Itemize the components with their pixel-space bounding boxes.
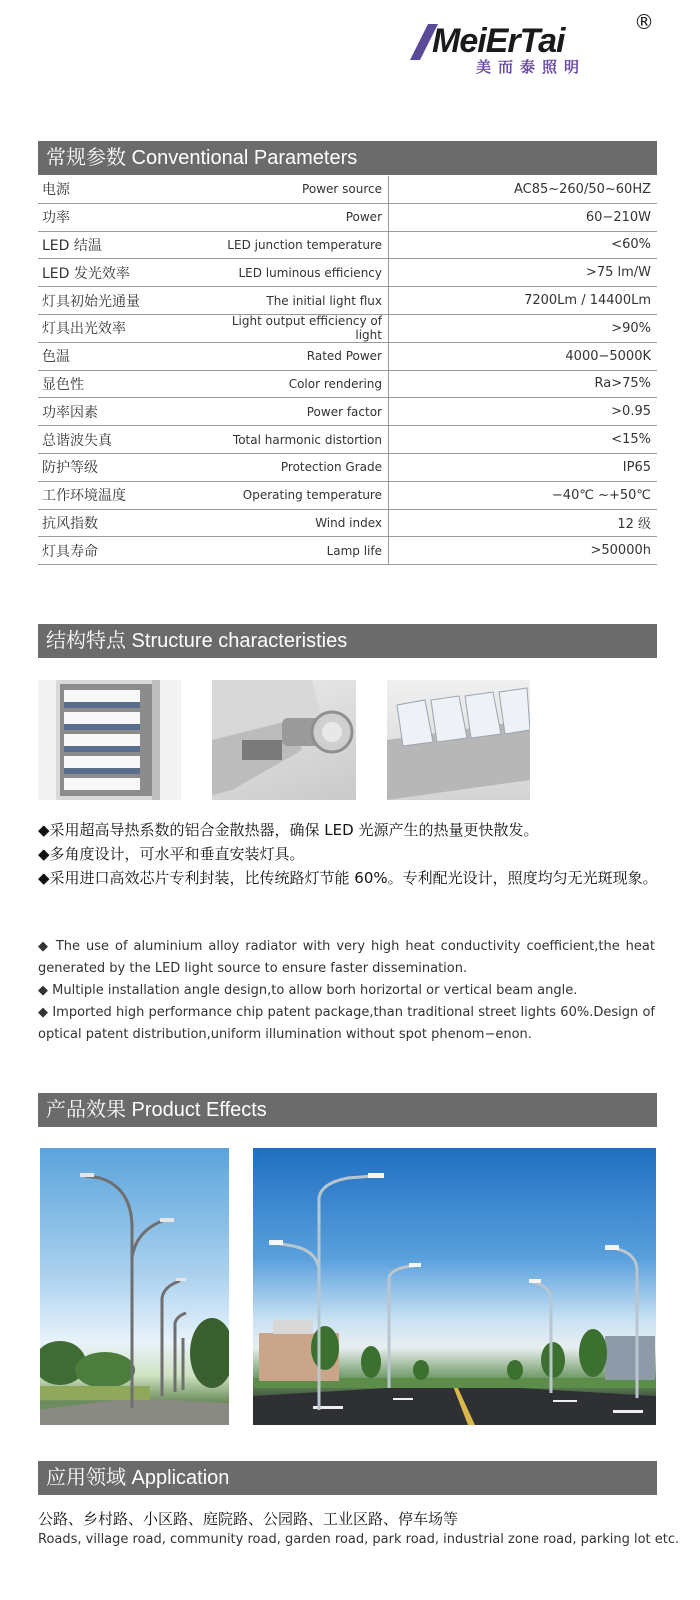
- parameter-name-en: LED luminous efficiency: [238, 265, 382, 280]
- effect-photo-roadside: [40, 1148, 229, 1425]
- parameter-row: [38, 232, 657, 260]
- parameter-row: [38, 537, 657, 565]
- parameter-name-cn: 色温: [42, 349, 70, 366]
- effect-photo-highway: [253, 1148, 656, 1425]
- feature-cn-1: ◆采用超高导热系数的铝合金散热器，确保 LED 光源产生的热量更快散发。: [38, 821, 539, 839]
- parameter-value: 7200Lm / 14400Lm: [524, 293, 651, 309]
- parameter-value: <60%: [611, 237, 651, 253]
- parameter-name-cn: 灯具出光效率: [42, 321, 126, 338]
- parameter-name-cn: 灯具初始光通量: [42, 293, 140, 310]
- parameter-name-en: Power: [345, 210, 382, 225]
- parameter-name-en: Rated Power: [306, 349, 382, 364]
- parameter-value: >0.95: [611, 404, 651, 420]
- parameter-name-en: Lamp life: [326, 543, 382, 558]
- parameter-name-en: Total harmonic distortion: [232, 432, 382, 447]
- parameter-value: −40℃ ~+50℃: [551, 487, 651, 503]
- application-chinese: 公路、乡村路、小区路、庭院路、公园路、工业区路、停车场等: [38, 1510, 459, 1528]
- parameter-name-cn: 灯具寿命: [42, 543, 98, 560]
- parameter-name-cn: 电源: [42, 182, 70, 199]
- brand-logo: [410, 18, 660, 76]
- feature-cn-3: ◆采用进口高效芯片专利封装，比传统路灯节能 60%。专利配光设计，照度均匀无光斑现象。: [38, 869, 658, 887]
- parameter-row: [38, 426, 657, 454]
- parameter-name-en: Light output efficiency of light: [231, 314, 382, 343]
- parameter-row: [38, 398, 657, 426]
- product-photo-mount: [212, 680, 356, 800]
- section-structure: 结构特点 Structure characteristies: [38, 624, 657, 658]
- registered-mark: ®: [634, 10, 654, 34]
- parameter-name-en: The initial light flux: [266, 293, 382, 308]
- parameter-row: [38, 343, 657, 371]
- parameter-value: AC85~260/50~60HZ: [513, 181, 651, 197]
- column-divider: [388, 259, 389, 286]
- section-conventional-parameters: 常规参数 Conventional Parameters: [38, 141, 657, 175]
- column-divider: [388, 204, 389, 231]
- parameter-name-cn: 总谐波失真: [42, 432, 112, 449]
- parameter-value: >50000h: [590, 543, 651, 559]
- parameters-table: [38, 176, 657, 565]
- parameter-name-cn: 功率因素: [42, 404, 98, 421]
- parameter-name-cn: 功率: [42, 210, 70, 227]
- parameter-row: [38, 371, 657, 399]
- feature-en-3: ◆ Imported high performance chip patent package,than traditional street lights 60%.Design of optical patent distribution,uniform illumination without spot phenom−enon.: [38, 1005, 655, 1042]
- parameter-name-en: Operating temperature: [242, 488, 382, 503]
- feature-en-1: ◆ The use of aluminium alloy radiator with very high heat conductivity coefficient,the heat generated by the LED light source to ensure faster dissemination.: [38, 939, 655, 976]
- column-divider: [388, 398, 389, 425]
- column-divider: [388, 426, 389, 453]
- parameter-value: IP65: [622, 459, 651, 475]
- parameter-row: [38, 454, 657, 482]
- product-photo-chips: [387, 680, 530, 800]
- parameter-value: 12 级: [617, 517, 651, 533]
- features-chinese: [38, 818, 658, 890]
- parameter-row: [38, 259, 657, 287]
- parameter-name-en: Power factor: [306, 404, 382, 419]
- parameter-row: [38, 204, 657, 232]
- parameter-value: >75 lm/W: [585, 265, 651, 281]
- parameter-name-en: Protection Grade: [280, 460, 382, 475]
- section-application: 应用领域 Application: [38, 1461, 657, 1495]
- section-product-effects: 产品效果 Product Effects: [38, 1093, 657, 1127]
- parameter-value: 60−210W: [585, 209, 651, 225]
- product-photo-led-modules: [38, 680, 181, 800]
- parameter-row: [38, 287, 657, 315]
- parameter-row: [38, 315, 657, 343]
- parameter-value: 4000−5000K: [565, 348, 651, 364]
- feature-en-2: ◆ Multiple installation angle design,to allow borh horizortal or vertical beam angle.: [38, 983, 578, 998]
- column-divider: [388, 232, 389, 259]
- parameter-name-en: Wind index: [315, 515, 382, 530]
- column-divider: [388, 454, 389, 481]
- column-divider: [388, 482, 389, 509]
- parameter-name-cn: LED 发光效率: [42, 265, 130, 282]
- brand-name-cn: 美而泰照明: [476, 58, 587, 76]
- column-divider: [388, 343, 389, 370]
- column-divider: [388, 176, 389, 203]
- parameter-name-cn: 抗风指数: [42, 515, 98, 532]
- parameter-name-en: LED junction temperature: [227, 237, 382, 252]
- parameter-name-en: Power source: [302, 182, 382, 197]
- parameter-name-cn: 工作环境温度: [42, 488, 126, 505]
- parameter-name-cn: 防护等级: [42, 460, 98, 477]
- application-english: Roads, village road, community road, garden road, park road, industrial zone road, parking lot etc.: [38, 1532, 680, 1547]
- features-english: [38, 936, 655, 1046]
- brand-name: MeiErTai: [432, 22, 565, 60]
- feature-cn-2: ◆多角度设计，可水平和垂直安装灯具。: [38, 845, 305, 863]
- parameter-row: [38, 176, 657, 204]
- column-divider: [388, 537, 389, 564]
- parameter-value: <15%: [611, 432, 651, 448]
- column-divider: [388, 287, 389, 314]
- parameter-row: [38, 510, 657, 538]
- parameter-value: >90%: [611, 320, 651, 336]
- column-divider: [388, 510, 389, 537]
- parameter-name-en: Color rendering: [288, 376, 382, 391]
- column-divider: [388, 315, 389, 342]
- parameter-name-cn: 显色性: [42, 376, 84, 393]
- column-divider: [388, 371, 389, 398]
- parameter-row: [38, 482, 657, 510]
- parameter-value: Ra>75%: [594, 376, 651, 392]
- parameter-name-cn: LED 结温: [42, 237, 102, 254]
